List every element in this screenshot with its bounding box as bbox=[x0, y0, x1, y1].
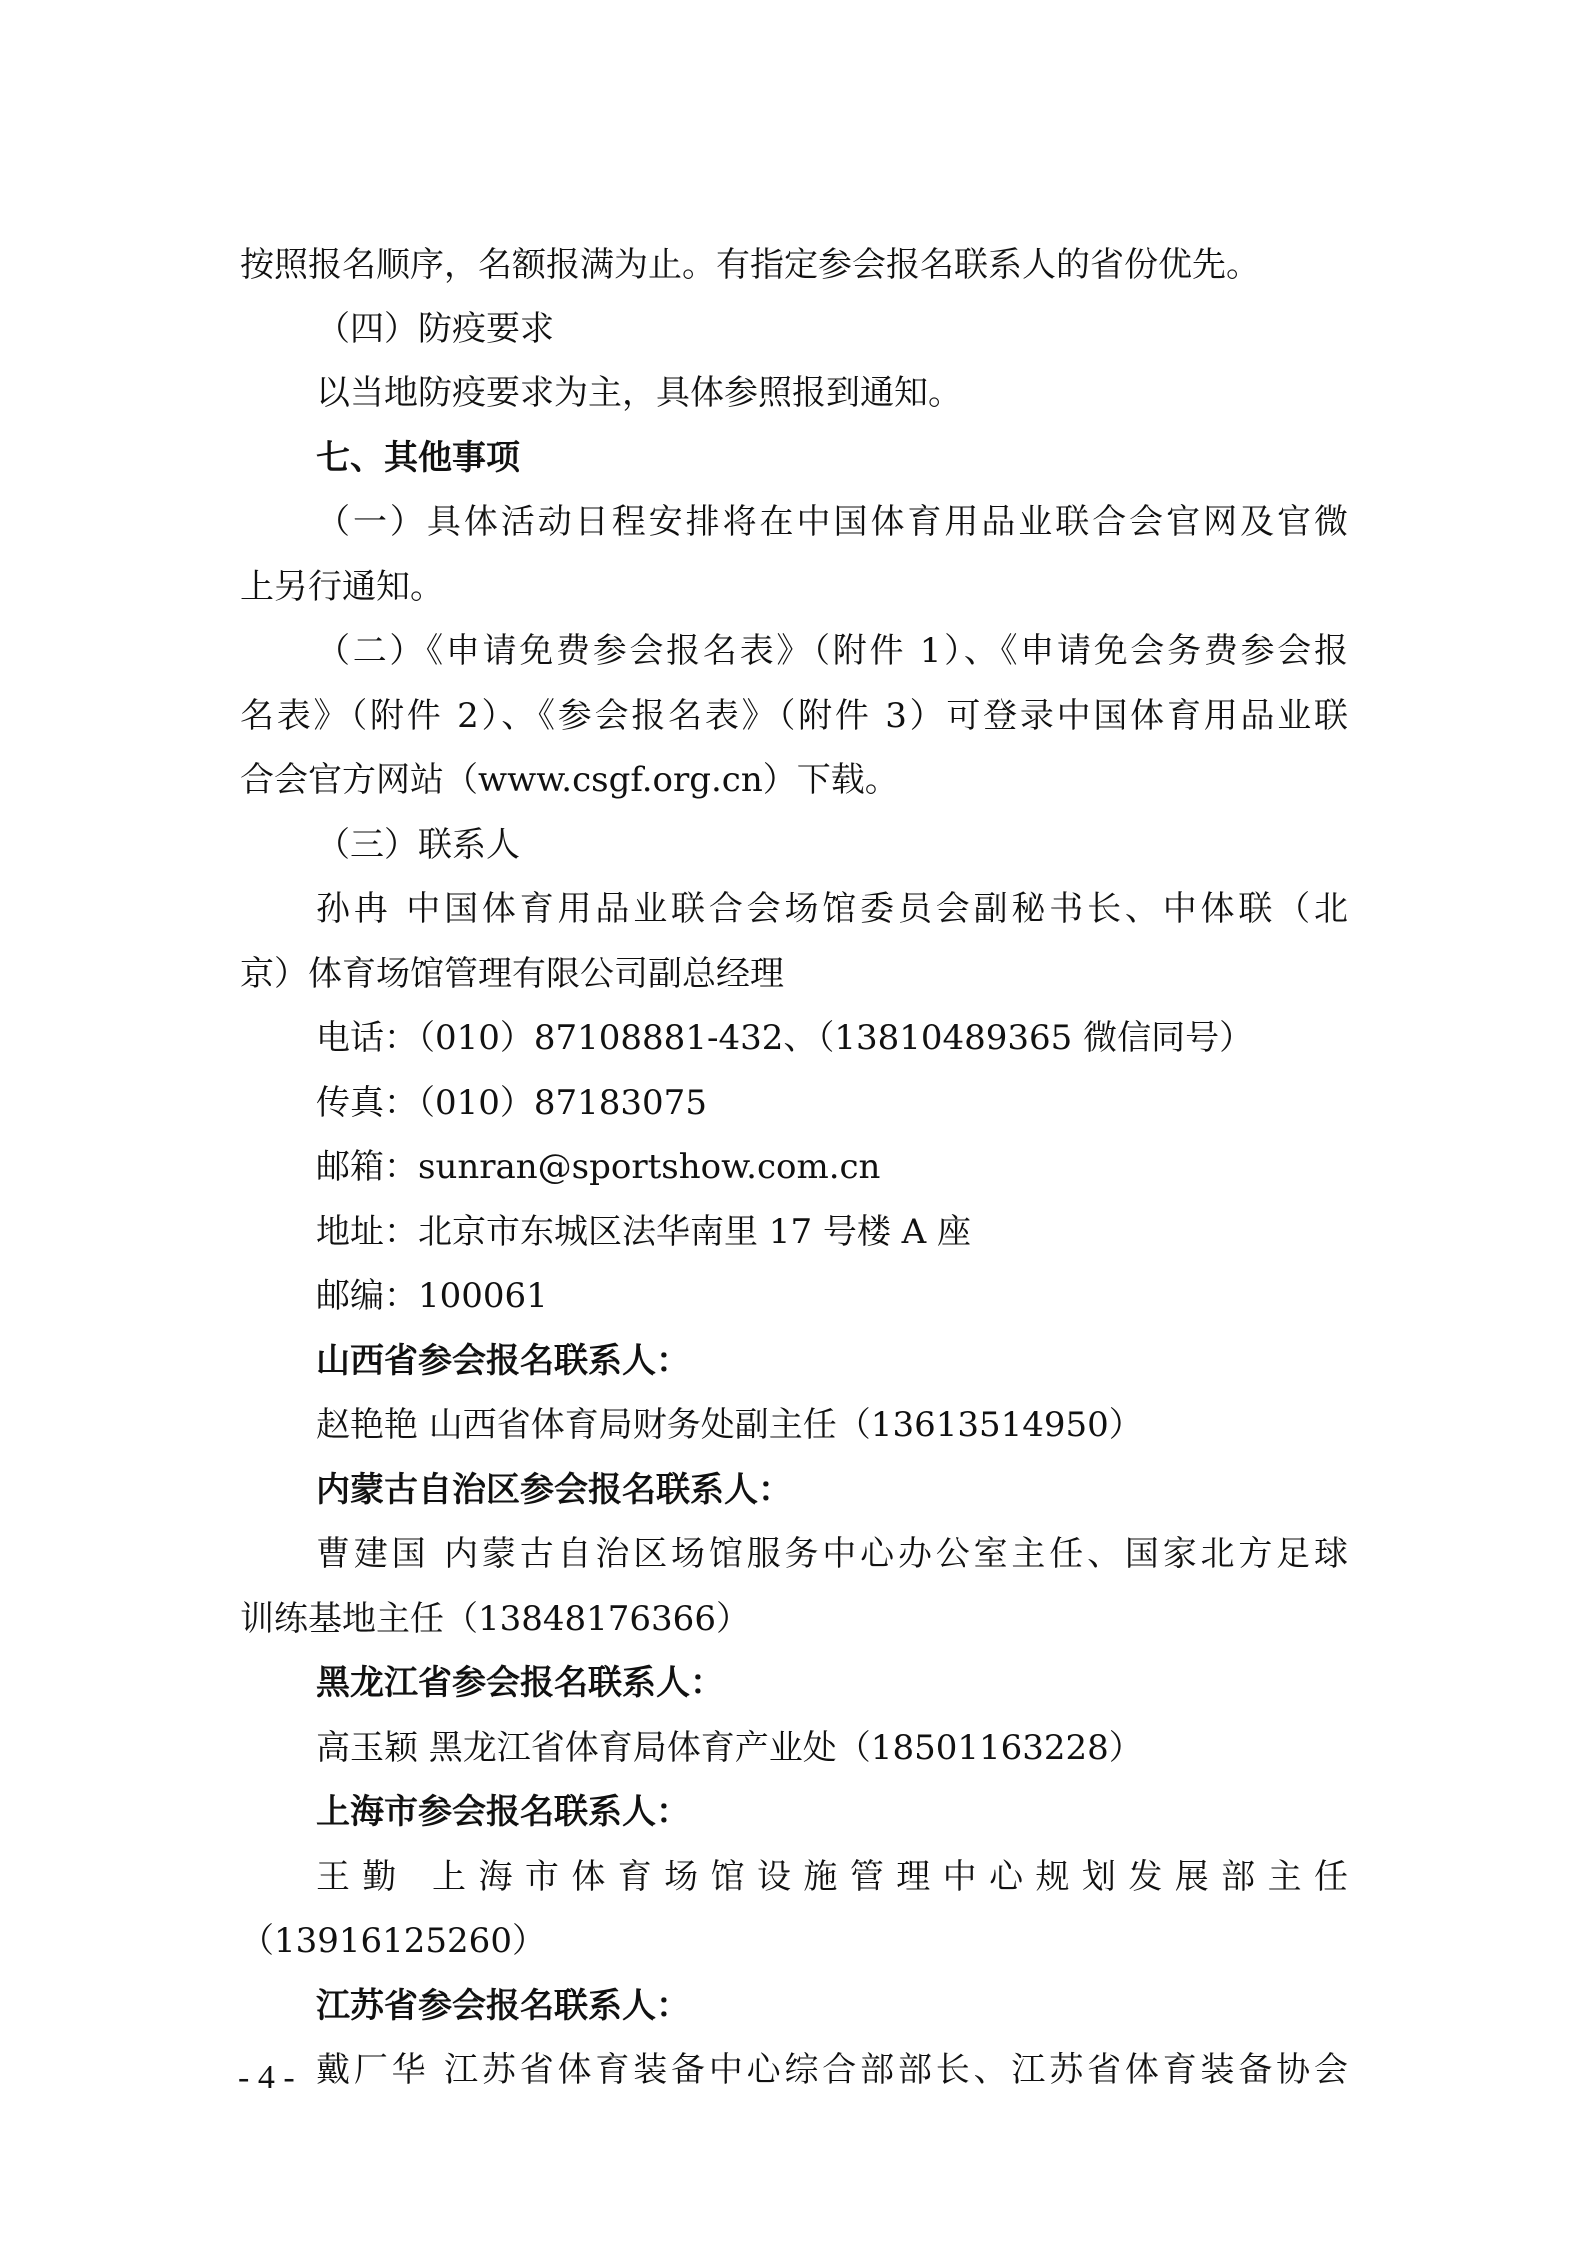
section-heading: 七、其他事项 bbox=[316, 438, 520, 478]
contact-heading: 江苏省参会报名联系人： bbox=[316, 1986, 690, 2026]
paragraph-line: 名表》（附件 2）、《参会报名表》（附件 3）可登录中国体育用品业联 bbox=[240, 696, 1348, 736]
address-line: 地址：北京市东城区法华南里 17 号楼 A 座 bbox=[316, 1212, 972, 1252]
contact-line: 京）体育场馆管理有限公司副总经理 bbox=[240, 954, 784, 994]
contact-line: 高玉颖 黑龙江省体育局体育产业处（18501163228） bbox=[316, 1728, 1143, 1768]
contact-heading: 内蒙古自治区参会报名联系人： bbox=[316, 1470, 792, 1510]
paragraph-line: 上另行通知。 bbox=[240, 567, 444, 607]
section-subheading: （三）联系人 bbox=[316, 825, 520, 865]
paragraph-line: 按照报名顺序，名额报满为止。有指定参会报名联系人的省份优先。 bbox=[240, 245, 1260, 285]
fax-line: 传真：（010）87183075 bbox=[316, 1083, 707, 1123]
paragraph-line: 合会官方网站（www.csgf.org.cn）下载。 bbox=[240, 760, 899, 800]
contact-line: 训练基地主任（13848176366） bbox=[240, 1599, 750, 1639]
contact-heading: 黑龙江省参会报名联系人： bbox=[316, 1663, 724, 1703]
contact-line: 戴厂华 江苏省体育装备中心综合部部长、江苏省体育装备协会 bbox=[316, 2050, 1348, 2090]
contact-line: 曹建国 内蒙古自治区场馆服务中心办公室主任、国家北方足球 bbox=[316, 1534, 1348, 1574]
phone-line: 电话：（010）87108881-432、（13810489365 微信同号） bbox=[316, 1018, 1254, 1058]
contact-heading: 上海市参会报名联系人： bbox=[316, 1792, 690, 1832]
paragraph-line: （二）《申请免费参会报名表》（附件 1）、《申请免会务费参会报 bbox=[316, 631, 1348, 671]
paragraph-line: 以当地防疫要求为主，具体参照报到通知。 bbox=[316, 373, 962, 413]
page-number: - 4 - bbox=[238, 2059, 295, 2096]
paragraph-line: （一）具体活动日程安排将在中国体育用品业联合会官网及官微 bbox=[316, 502, 1348, 542]
email-line: 邮箱：sunran@sportshow.com.cn bbox=[316, 1147, 881, 1187]
contact-line: （13916125260） bbox=[240, 1921, 546, 1961]
contact-line: 孙冉 中国体育用品业联合会场馆委员会副秘书长、中体联（北 bbox=[316, 889, 1348, 929]
postcode-line: 邮编：100061 bbox=[316, 1276, 548, 1316]
contact-heading: 山西省参会报名联系人： bbox=[316, 1341, 690, 1381]
section-subheading: （四）防疫要求 bbox=[316, 309, 554, 349]
contact-line: 王勤 上海市体育场馆设施管理中心规划发展部主任 bbox=[316, 1857, 1348, 1897]
contact-line: 赵艳艳 山西省体育局财务处副主任（13613514950） bbox=[316, 1405, 1143, 1445]
